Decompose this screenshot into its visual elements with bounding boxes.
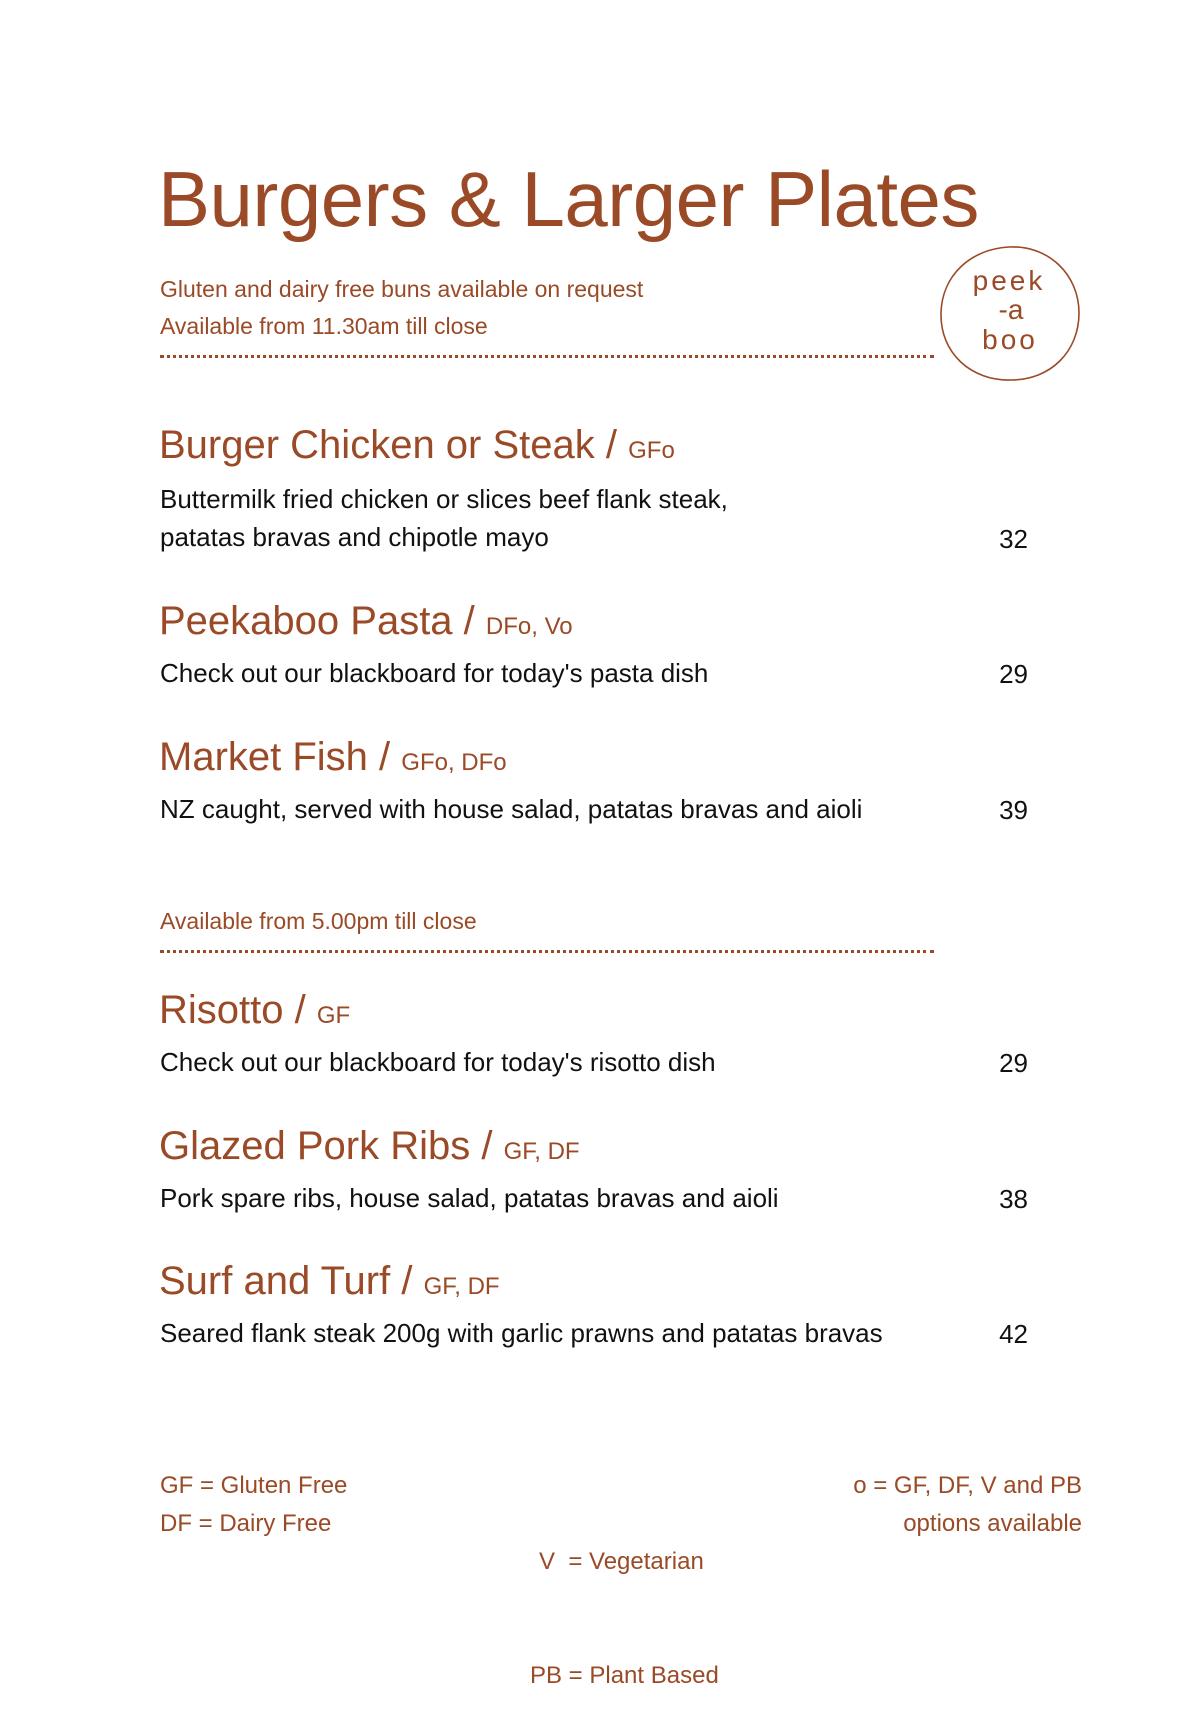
page-title: Burgers & Larger Plates	[158, 155, 979, 243]
logo-text-peek: peek	[972, 265, 1046, 296]
legend-column-right	[853, 1467, 1082, 1543]
menu-item-title: Risotto /	[159, 988, 306, 1032]
legend-options-available: options available	[903, 1510, 1082, 1537]
legend-vegetarian: V = Vegetarian	[539, 1548, 704, 1575]
legend-dairy-free: DF = Dairy Free	[160, 1510, 332, 1537]
menu-item-risotto-description: Check out our blackboard for today's risotto dish	[160, 1047, 716, 1077]
menu-item-pasta-name	[159, 601, 573, 641]
menu-item-ribs-description: Pork spare ribs, house salad, patatas bravas and aioli	[160, 1183, 779, 1213]
dinner-hours-note: Available from 5.00pm till close	[160, 908, 477, 934]
legend-plant-based: PB = Plant Based	[530, 1662, 719, 1689]
lunch-hours-note: Available from 11.30am till close	[160, 313, 488, 339]
logo-circle-icon	[937, 243, 1082, 383]
dotted-divider-bottom	[160, 950, 934, 953]
menu-item-risotto-price: 29	[999, 1048, 1028, 1078]
description-line: Buttermilk fried chicken or slices beef flank steak,	[160, 484, 728, 514]
menu-item-title: Burger Chicken or Steak /	[159, 423, 617, 467]
menu-item-title: Surf and Turf /	[159, 1259, 413, 1303]
dietary-tags: GF, DF	[423, 1273, 500, 1300]
dietary-tags: GFo	[628, 437, 675, 464]
menu-item-ribs-name	[159, 1126, 580, 1166]
logo-text-a: -a	[998, 294, 1024, 325]
menu-item-burger-description	[160, 480, 728, 556]
legend-column-left	[160, 1467, 347, 1543]
menu-item-fish-price: 39	[999, 795, 1028, 825]
dotted-divider-top	[160, 355, 934, 358]
menu-item-title: Market Fish /	[159, 735, 391, 779]
menu-item-fish-description: NZ caught, served with house salad, patatas bravas and aioli	[160, 794, 863, 824]
menu-item-surf-turf-price: 42	[999, 1319, 1028, 1349]
description-line: patatas bravas and chipotle mayo	[160, 522, 549, 552]
peekaboo-logo	[937, 243, 1082, 383]
menu-item-surf-turf-name	[159, 1261, 500, 1301]
legend-options: o = GF, DF, V and PB	[853, 1472, 1082, 1499]
menu-item-pasta-description: Check out our blackboard for today's pasta dish	[160, 658, 709, 688]
menu-item-burger-price: 32	[999, 524, 1028, 554]
menu-item-risotto-name	[159, 990, 350, 1030]
logo-text-boo: boo	[982, 324, 1038, 355]
menu-item-fish-name	[159, 737, 507, 777]
menu-item-title: Peekaboo Pasta /	[159, 599, 475, 643]
dietary-tags: GF	[316, 1002, 351, 1029]
legend-column-middle	[530, 1467, 719, 1733]
legend-gluten-free: GF = Gluten Free	[160, 1472, 348, 1499]
menu-item-burger-name	[159, 425, 675, 465]
dietary-tags: DFo, Vo	[485, 613, 573, 640]
menu-item-surf-turf-description: Seared flank steak 200g with garlic prawns and patatas bravas	[160, 1318, 883, 1348]
menu-item-pasta-price: 29	[999, 659, 1028, 689]
menu-item-title: Glazed Pork Ribs /	[159, 1124, 493, 1168]
dietary-tags: GF, DF	[503, 1138, 580, 1165]
dietary-tags: GFo, DFo	[401, 749, 507, 776]
menu-item-ribs-price: 38	[999, 1184, 1028, 1214]
buns-note: Gluten and dairy free buns available on request	[160, 276, 644, 302]
